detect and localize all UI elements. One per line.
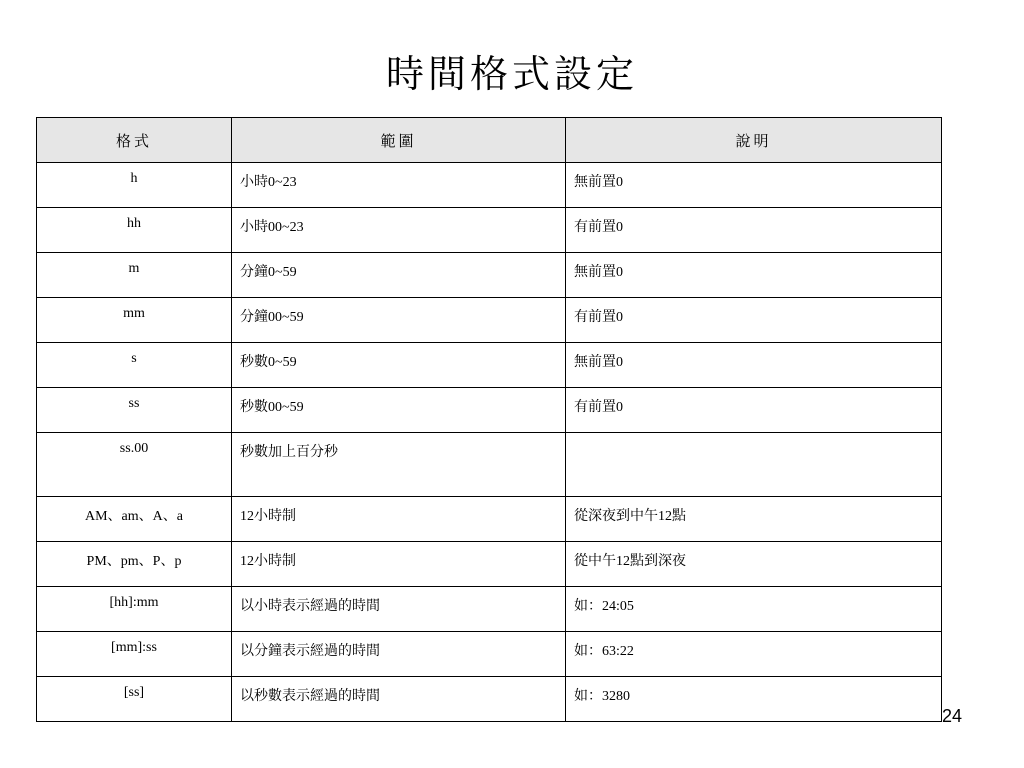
- description-cell: 如：3280: [566, 677, 942, 722]
- table-row: [37, 298, 942, 343]
- header-range: 範圍: [232, 118, 566, 163]
- description-cell: 有前置0: [566, 388, 942, 433]
- table-row: [37, 677, 942, 722]
- range-cell: 以秒數表示經過的時間: [232, 677, 566, 722]
- table-row: [37, 208, 942, 253]
- format-cell: ss: [37, 388, 232, 433]
- table-row: [37, 497, 942, 542]
- range-cell: 12小時制: [232, 497, 566, 542]
- format-cell: h: [37, 163, 232, 208]
- format-cell: [mm]:ss: [37, 632, 232, 677]
- format-cell: ss.00: [37, 433, 232, 497]
- range-cell: 分鐘0~59: [232, 253, 566, 298]
- table-row: [37, 343, 942, 388]
- description-cell: 有前置0: [566, 298, 942, 343]
- range-cell: 秒數加上百分秒: [232, 433, 566, 497]
- description-cell: 無前置0: [566, 343, 942, 388]
- slide-title: 時間格式設定: [385, 52, 638, 96]
- description-cell: 如：63:22: [566, 632, 942, 677]
- format-cell: AM、am、A、a: [37, 497, 232, 542]
- range-cell: 以分鐘表示經過的時間: [232, 632, 566, 677]
- table-header-row: [37, 118, 942, 163]
- range-cell: 秒數0~59: [232, 343, 566, 388]
- header-description: 說明: [566, 118, 942, 163]
- range-cell: 小時00~23: [232, 208, 566, 253]
- range-cell: 以小時表示經過的時間: [232, 587, 566, 632]
- format-cell: PM、pm、P、p: [37, 542, 232, 587]
- description-cell: [566, 433, 942, 497]
- table-row: [37, 388, 942, 433]
- page-number: 24: [941, 706, 962, 726]
- table-row: [37, 542, 942, 587]
- table-row: [37, 587, 942, 632]
- description-cell: 如：24:05: [566, 587, 942, 632]
- description-cell: 從深夜到中午12點: [566, 497, 942, 542]
- format-cell: m: [37, 253, 232, 298]
- table-row: [37, 163, 942, 208]
- description-cell: 從中午12點到深夜: [566, 542, 942, 587]
- description-cell: 無前置0: [566, 163, 942, 208]
- header-format: 格式: [37, 118, 232, 163]
- format-cell: s: [37, 343, 232, 388]
- time-format-table: [36, 117, 942, 722]
- format-cell: hh: [37, 208, 232, 253]
- table-row: [37, 433, 942, 497]
- range-cell: 12小時制: [232, 542, 566, 587]
- range-cell: 小時0~23: [232, 163, 566, 208]
- format-cell: mm: [37, 298, 232, 343]
- format-cell: [ss]: [37, 677, 232, 722]
- table-row: [37, 632, 942, 677]
- range-cell: 分鐘00~59: [232, 298, 566, 343]
- format-cell: [hh]:mm: [37, 587, 232, 632]
- description-cell: 有前置0: [566, 208, 942, 253]
- table-row: [37, 253, 942, 298]
- range-cell: 秒數00~59: [232, 388, 566, 433]
- description-cell: 無前置0: [566, 253, 942, 298]
